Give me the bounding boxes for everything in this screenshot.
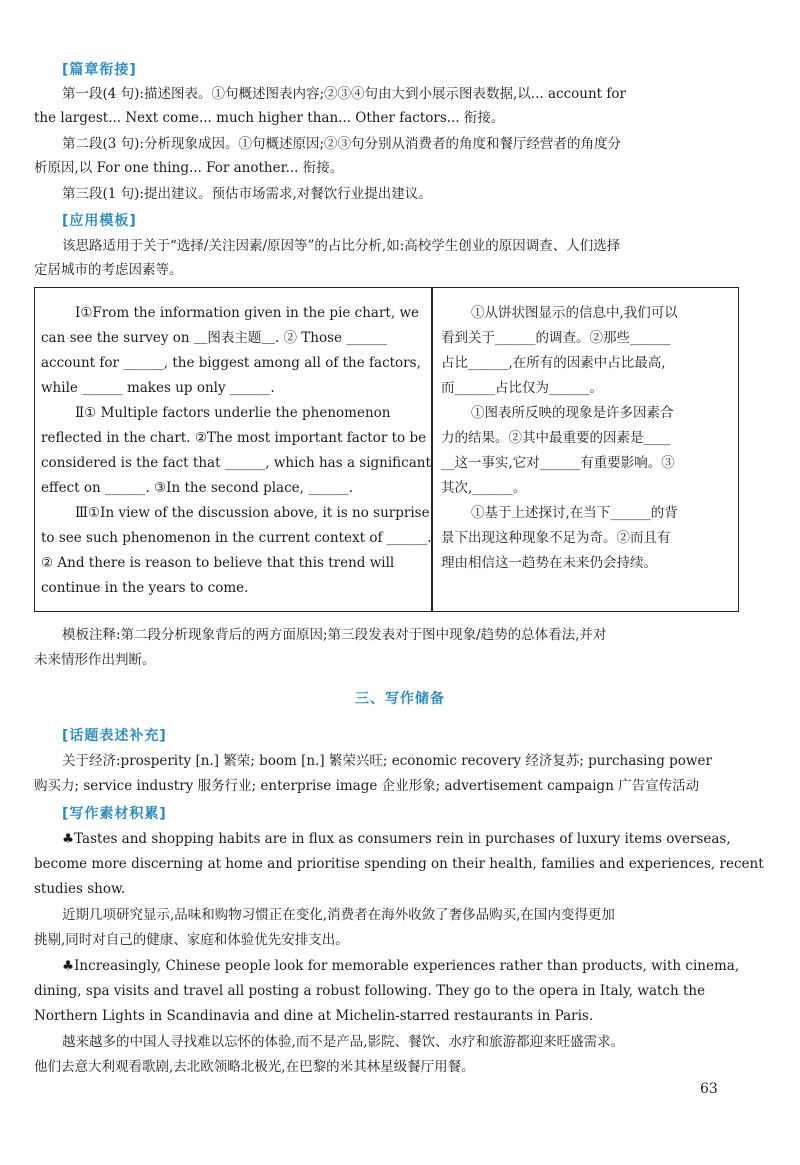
template-left-line: reflected in the chart. ②The most important factor to be	[41, 430, 427, 446]
template-right-line: __这一事实,它对______有重要影响。③	[441, 455, 675, 471]
tag-topic-supplement: [话题表述补充]	[62, 728, 167, 744]
template-right-line: 看到关于______的调查。②那些______	[441, 330, 671, 346]
template-left-line: effect on ______. ③In the second place, ______.	[41, 480, 354, 496]
template-intro-line1: 该思路适用于关于“选择/关注因素/原因等”的占比分析,如:高校学生创业的原因调查、人们选择	[62, 238, 621, 254]
material-p3-line3: Northern Lights in Scandinavia and dine at Michelin-starred restaurants in Paris.	[34, 1008, 594, 1024]
material-p1-line1: ♣Tastes and shopping habits are in flux as consumers rein in purchases of luxury items overseas,	[62, 831, 731, 847]
material-p2-line1: 近期几项研究显示,品味和购物习惯正在变化,消费者在海外收敛了奢侈品购买,在国内变得更加	[62, 907, 615, 923]
tag-application-template: [应用模板]	[62, 213, 137, 229]
template-right-line: 占比______,在所有的因素中占比最高,	[441, 355, 666, 371]
paragraph2-line1: 第二段(3 句):分析现象成因。①句概述原因;②③句分别从消费者的角度和餐厅经营者的角度分	[62, 136, 622, 152]
paragraph1-line1: 第一段(4 句):描述图表。①句概述图表内容;②③④句由大到小展示图表数据,以... account for	[62, 86, 626, 102]
template-right-line: 景下出现这种现象不足为奇。②而且有	[441, 530, 671, 546]
paragraph2-line2: 析原因,以 For one thing... For another... 衔接。	[34, 160, 344, 176]
template-left-line: Ⅰ①From the information given in the pie chart, we	[75, 305, 419, 321]
tag-chapter-link: [篇章衔接]	[62, 62, 137, 78]
template-left-line: account for ______, the biggest among all of the factors,	[41, 355, 421, 371]
template-right-line: 其次,______。	[441, 480, 527, 496]
template-left-line: considered is the fact that ______, which has a significant	[41, 455, 431, 471]
template-right-line: 而______占比仅为______。	[441, 380, 603, 396]
material-p2-line2: 挑剔,同时对自己的健康、家庭和体验优先安排支出。	[34, 932, 349, 948]
material-p3-line2: dining, spa visits and travel all posting a robust following. They go to the opera in Italy, watch the	[34, 983, 706, 999]
template-right-line: 理由相信这一趋势在未来仍会持续。	[441, 555, 657, 571]
template-left-line: while ______ makes up only ______.	[41, 380, 275, 396]
table-divider	[431, 288, 433, 611]
template-left-line: continue in the years to come.	[41, 580, 249, 596]
topic-supplement-line1: 关于经济:prosperity [n.] 繁荣; boom [n.] 繁荣兴旺; economic recovery 经济复苏; purchasing power	[62, 753, 712, 769]
page-number: 63	[700, 1081, 718, 1097]
template-right-line: ①图表所反映的现象是许多因素合	[471, 405, 674, 421]
material-p1-line3: studies show.	[34, 881, 126, 897]
paragraph3-line1: 第三段(1 句):提出建议。预估市场需求,对餐饮行业提出建议。	[62, 186, 432, 202]
tag-material: [写作素材积累]	[62, 806, 167, 822]
template-right-line: 力的结果。②其中最重要的因素是____	[441, 430, 671, 446]
template-note-line2: 未来情形作出判断。	[34, 652, 156, 668]
template-right-line: ①从饼状图显示的信息中,我们可以	[471, 305, 678, 321]
template-table	[34, 287, 739, 612]
material-p1-line2: become more discerning at home and prioritise spending on their health, families and experiences, recent	[34, 856, 764, 872]
template-left-line: Ⅲ①In view of the discussion above, it is no surprise	[75, 505, 430, 521]
template-left-line: Ⅱ① Multiple factors underlie the phenomenon	[75, 405, 391, 421]
material-p4-line2: 他们去意大利观看歌剧,去北欧领略北极光,在巴黎的米其林星级餐厅用餐。	[34, 1059, 475, 1075]
template-left-line: can see the survey on ＿图表主题＿. ② Those ______	[41, 330, 387, 346]
material-p3-line1: ♣Increasingly, Chinese people look for memorable experiences rather than products, with cinema,	[62, 958, 740, 974]
material-p4-line1: 越来越多的中国人寻找难以忘怀的体验,而不是产品,影院、餐饮、水疗和旅游都迎来旺盛需求。	[62, 1034, 625, 1050]
paragraph1-line2: the largest... Next come... much higher than... Other factors... 衔接。	[34, 110, 505, 126]
template-left-line: ② And there is reason to believe that this trend will	[41, 555, 395, 571]
template-left-line: to see such phenomenon in the current context of ______.	[41, 530, 432, 546]
template-right-line: ①基于上述探讨,在当下______的背	[471, 505, 678, 521]
template-note-line1: 模板注释:第二段分析现象背后的两方面原因;第三段发表对于图中现象/趋势的总体看法,并对	[62, 627, 607, 643]
topic-supplement-line2: 购买力; service industry 服务行业; enterprise image 企业形象; advertisement campaign 广告宣传活动	[34, 778, 700, 794]
template-intro-line2: 定居城市的考虑因素等。	[34, 262, 183, 278]
section3-title: 三、写作储备	[355, 691, 445, 707]
